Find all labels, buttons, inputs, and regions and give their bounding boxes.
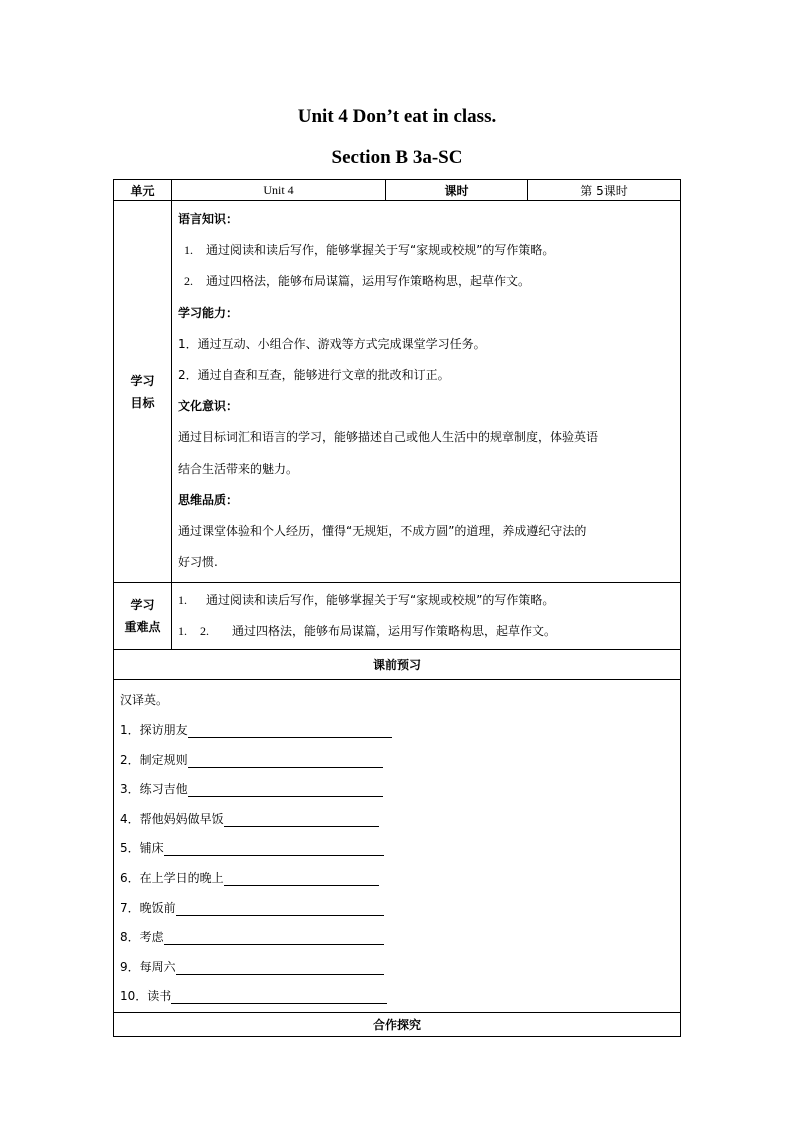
thinking-quality-heading: 思维品质： — [178, 492, 239, 507]
preview-item-text: 6．在上学日的晚上 — [120, 871, 224, 885]
preview-item-text: 2．制定规则 — [120, 752, 188, 767]
language-item — [178, 266, 674, 297]
key-points-side-label — [114, 583, 172, 650]
ability-item: 2．通过自查和互查，能够进行文章的批改和订正。 — [178, 368, 450, 383]
answer-blank[interactable] — [224, 812, 379, 827]
preview-item-text: 3．练习吉他 — [120, 782, 188, 797]
answer-blank[interactable] — [164, 841, 384, 856]
period-label: 课时 — [386, 180, 528, 201]
preview-item — [120, 746, 674, 776]
preview-item — [120, 864, 674, 894]
preview-item — [120, 834, 674, 864]
goals-side-label-line1: 学习 — [130, 373, 155, 388]
unit-value: Unit 4 — [172, 180, 386, 201]
cooperation-section-title: 合作探究 — [114, 1012, 681, 1036]
preview-row — [114, 680, 681, 1013]
preview-instruction: 汉译英。 — [120, 693, 169, 708]
header-row — [114, 180, 681, 201]
answer-blank[interactable] — [188, 753, 383, 768]
key-point-item — [178, 585, 674, 616]
lesson-plan-table — [113, 179, 681, 1037]
preview-item-text: 4．帮他妈妈做早饭 — [120, 811, 224, 826]
unit-label: 单元 — [114, 180, 172, 201]
document-subtitle: Section B 3a-SC — [331, 147, 463, 168]
language-item-number: 1. — [184, 243, 193, 258]
language-item — [178, 235, 674, 266]
document-title: Unit 4 Don’t eat in class. — [297, 106, 497, 127]
culture-line: 结合生活带来的魅力。 — [178, 461, 299, 476]
key-point-item — [178, 616, 674, 647]
preview-item-text: 1．探访朋友 — [120, 723, 188, 738]
ability-item: 1．通过互动、小组合作、游戏等方式完成课堂学习任务。 — [178, 336, 486, 351]
culture-line: 通过目标词汇和语言的学习，能够描述自己或他人生活中的规章制度，体验英语 — [178, 430, 599, 445]
preview-item — [120, 775, 674, 805]
learning-ability-heading: 学习能力： — [178, 305, 239, 320]
answer-blank[interactable] — [224, 871, 379, 886]
period-value: 第 5课时 — [528, 180, 681, 201]
preview-item — [120, 894, 674, 924]
preview-item — [120, 982, 674, 1012]
preview-item — [120, 716, 674, 746]
goals-side-label-line2: 目标 — [130, 395, 155, 410]
key-point-number: 1. — [178, 624, 187, 639]
preview-item-text: 10．读书 — [120, 989, 172, 1004]
preview-header-row — [114, 650, 681, 680]
preview-section-title: 课前预习 — [114, 650, 681, 680]
preview-item-text: 5．铺床 — [120, 841, 164, 856]
preview-content — [114, 680, 681, 1013]
key-point-number: 1. — [178, 593, 187, 608]
language-knowledge-heading: 语言知识： — [178, 212, 239, 226]
key-point-text: 通过四格法，能够布局谋篇，运用写作策略构思，起草作文。 — [232, 624, 557, 639]
preview-item-text: 9．每周六 — [120, 959, 176, 974]
answer-blank[interactable] — [176, 960, 384, 975]
preview-item-text: 7．晚饭前 — [120, 900, 176, 915]
answer-blank[interactable] — [188, 782, 383, 797]
language-item-number: 2. — [184, 274, 193, 289]
key-points-side-label-line1: 学习 — [130, 598, 155, 613]
cultural-awareness-heading: 文化意识： — [178, 399, 239, 414]
language-item-text: 通过四格法，能够布局谋篇，运用写作策略构思，起草作文。 — [206, 274, 531, 289]
answer-blank[interactable] — [188, 723, 392, 738]
preview-item — [120, 923, 674, 953]
language-item-text: 通过阅读和读后写作，能够掌握关于写“家规或校规”的写作策略。 — [206, 243, 555, 258]
key-point-text: 通过阅读和读后写作，能够掌握关于写“家规或校规”的写作策略。 — [206, 593, 555, 608]
key-points-row — [114, 583, 681, 650]
goals-row — [114, 201, 681, 583]
key-point-number-secondary: 2. — [200, 624, 209, 639]
cooperation-header-row — [114, 1012, 681, 1036]
thinking-line: 通过课堂体验和个人经历，懂得“无规矩，不成方圆”的道理，养成遵纪守法的 — [178, 524, 587, 539]
answer-blank[interactable] — [176, 901, 384, 916]
answer-blank[interactable] — [171, 989, 387, 1004]
answer-blank[interactable] — [164, 930, 384, 945]
preview-item — [120, 953, 674, 983]
thinking-line: 好习惯. — [178, 555, 218, 570]
preview-item — [120, 805, 674, 835]
preview-item-text: 8．考虑 — [120, 930, 164, 945]
key-points-side-label-line2: 重难点 — [124, 620, 161, 635]
goals-side-label — [114, 201, 172, 583]
goals-content — [172, 201, 681, 583]
key-points-content — [172, 583, 681, 650]
